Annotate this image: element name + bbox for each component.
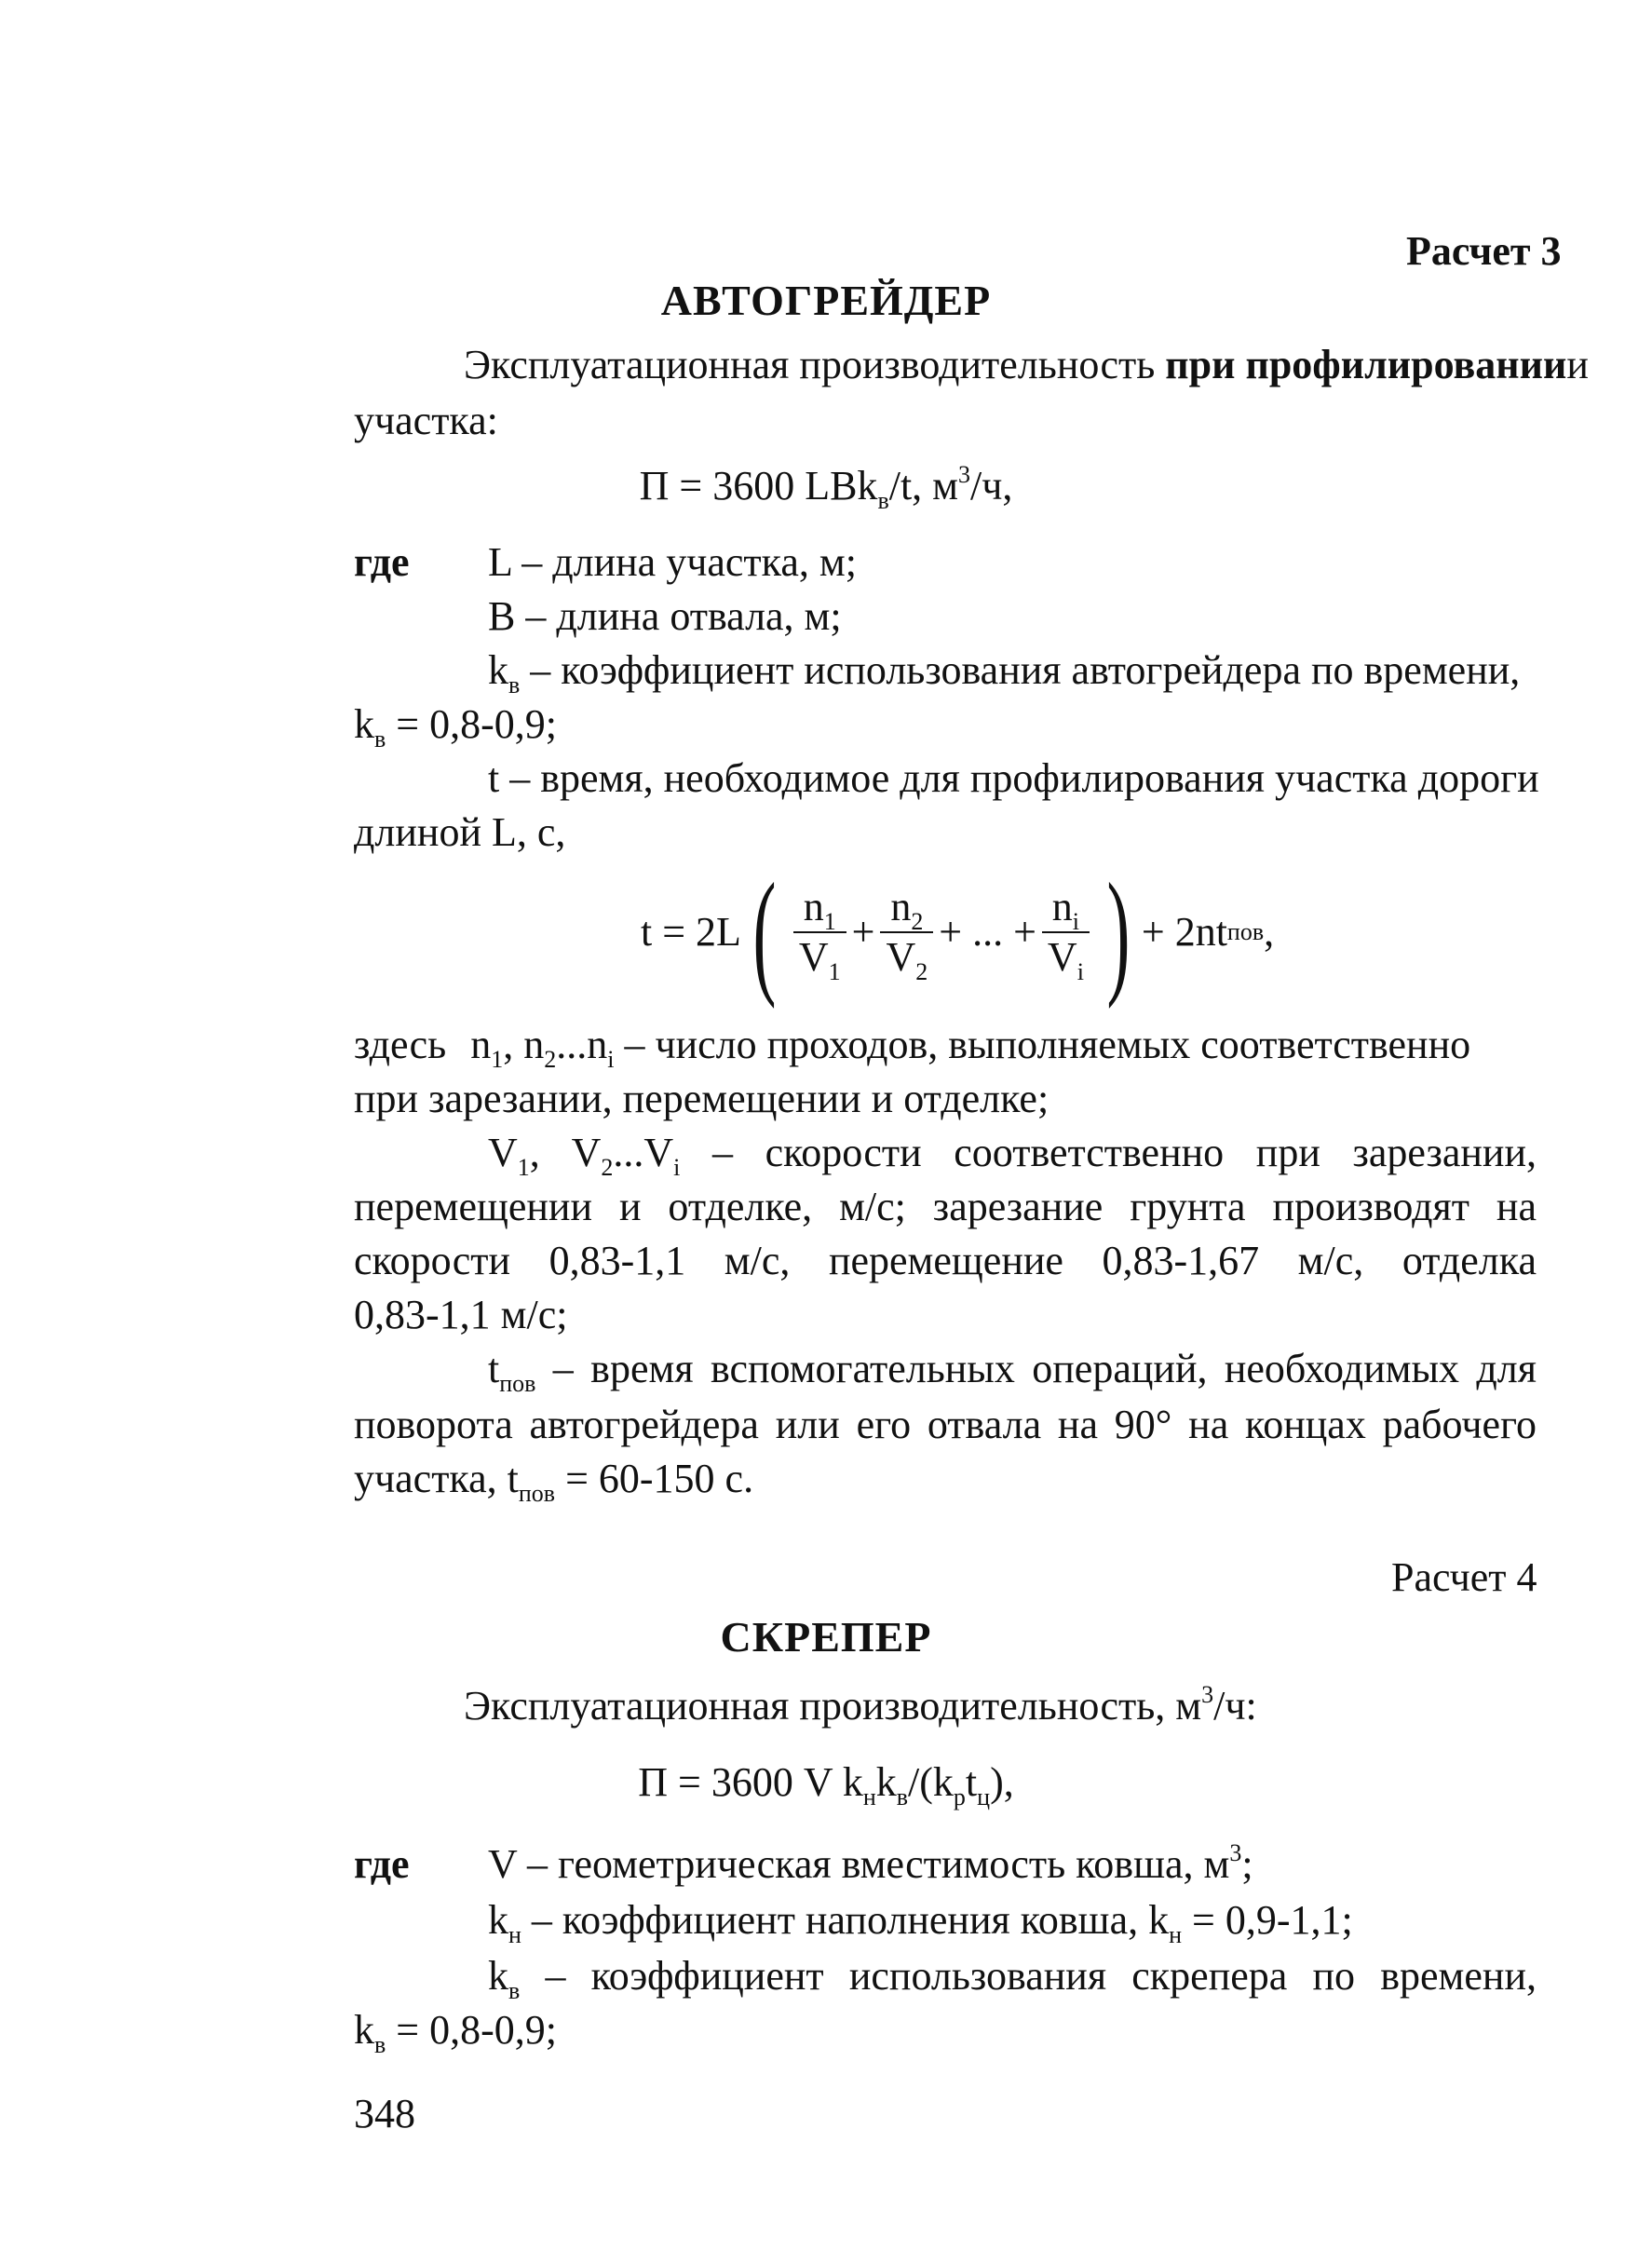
fraction-1: $\frac{n_1}{V_1}$ [793, 885, 846, 981]
where-label-4: где [354, 1841, 410, 1887]
def-t-2: длиной L, с, [354, 809, 566, 855]
intro-line-2: участка: [354, 398, 498, 443]
def-kv: $k_в$ – коэффициент использования автогрейдера по времени, [488, 647, 1521, 698]
def-n: здесь $n_1$, $n_2...n_i$ – число проходов, выполняемых соответственно [354, 1022, 1471, 1073]
def-n-2: при зарезании, перемещении и отделке; [354, 1076, 1049, 1121]
fraction-i: $\frac{n_i}{V_i}$ [1042, 885, 1090, 981]
def-t: t – время, необходимое для профилирования участка дороги [488, 755, 1539, 801]
def-v-4: 0,83-1,1 м/с; [354, 1292, 568, 1337]
section-label-4: Расчет 4 [1391, 1554, 1537, 1600]
def-V-scraper: V – геометрическая вместимость ковша, $м^3$; [488, 1839, 1253, 1887]
section-title-3: АВТОГРЕЙДЕР [660, 277, 992, 324]
intro-scraper: Эксплуатационная производительность, $м^3/ч$: [464, 1681, 1257, 1729]
def-kn: $k_н$ – коэффициент наполнения ковша, $k_н = 0,9-1,1$; [488, 1897, 1353, 1948]
intro-line-1: Эксплуатационная производительность при профилированиии [464, 342, 1589, 387]
page-number: 348 [354, 2091, 415, 2136]
def-tpov-2: поворота автогрейдера или его отвала на 90° на концах рабочего [354, 1402, 1537, 1447]
def-v-2: перемещении и отделке, м/с; зарезание грунта производят на [354, 1184, 1537, 1229]
def-B: B – длина отвала, м; [488, 593, 842, 639]
formula-productivity-scraper: П = 3600 V $k_нk_в/(k_рt_ц)$, [638, 1759, 1014, 1810]
def-v: $V_1$, $V_2...V_i$ – скорости соответственно при зарезании, [488, 1130, 1537, 1181]
def-tpov-3: участка, $t_{пов} = 60-150$ с. [354, 1456, 754, 1507]
right-paren: ) [1106, 855, 1131, 1010]
def-kv-value: $k_в = 0,8-0,9$; [354, 701, 557, 753]
formula-time: t = 2L ( $\frac{n_1}{V_1}$ + $\frac{n_2}{V_2}$ + ... + $\frac{n_i}{V_i}$ ) + 2nt пов , [641, 855, 1275, 1010]
section-label-3: Расчет 3 [1406, 228, 1562, 274]
left-paren: ( [752, 855, 777, 1010]
formula-productivity-grader: П = 3600 LBk$_в$/t, $м^3/ч$, [639, 461, 1013, 514]
def-v-3: скорости 0,83-1,1 м/с, перемещение 0,83-1,67 м/с, отделка [354, 1238, 1537, 1283]
section-title-4: СКРЕПЕР [720, 1613, 932, 1661]
fraction-2: $\frac{n_2}{V_2}$ [880, 885, 933, 981]
def-kv-scraper-value: $k_в = 0,8-0,9$; [354, 2007, 557, 2058]
def-tpov: $t_{пов}$ – время вспомогательных операций, необходимых для [488, 1346, 1537, 1397]
where-label: где [354, 539, 410, 585]
def-kv-scraper: $k_в$ – коэффициент использования скрепера по времени, [488, 1953, 1537, 2004]
def-L: L – длина участка, м; [488, 539, 857, 585]
